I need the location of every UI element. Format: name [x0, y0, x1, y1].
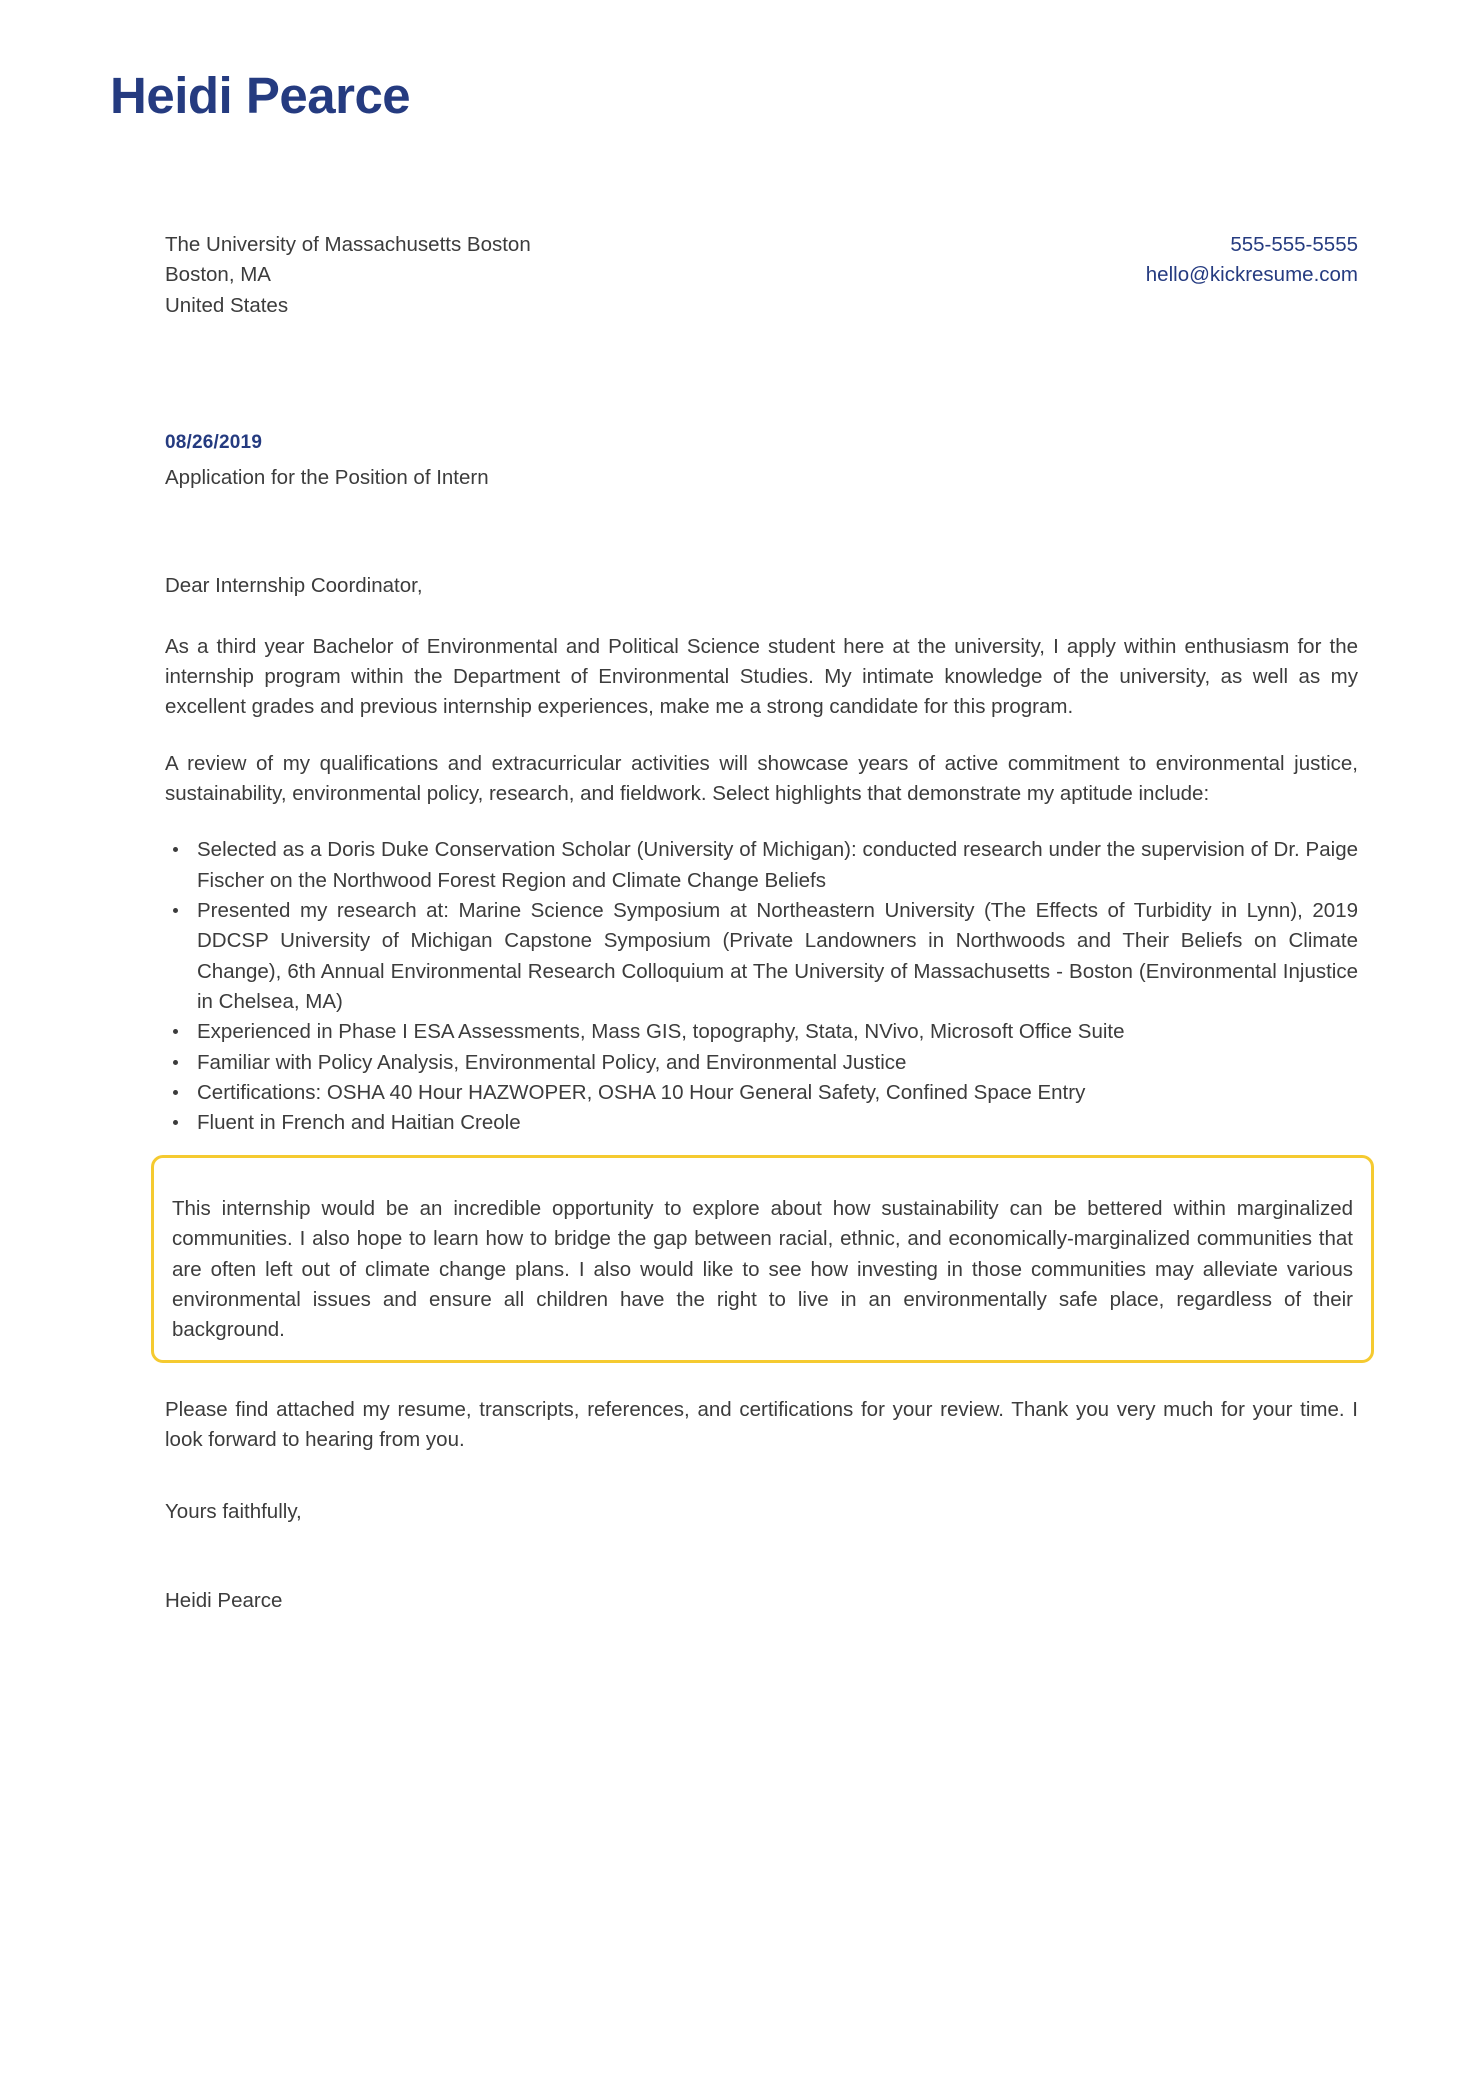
list-item	[165, 1078, 1358, 1108]
sign-off: Yours faithfully,	[165, 1500, 302, 1524]
recipient-organization: The University of Massachusetts Boston	[165, 233, 531, 257]
callout-paragraph: This internship would be an incredible opportunity to explore about how sustainability can be bettered within marginalized communities. I also hope to learn how to bridge the gap between racial, ethnic, and economically-marginalized communities that are often left out of climate change plans. I also would like to see how investing in those communities may alleviate various environmental issues and ensure all children have the right to live in an environmentally safe place, regardless of their background.	[172, 1197, 1353, 1342]
letter-meta	[0, 429, 1468, 493]
bullet-dot-icon	[173, 1090, 178, 1095]
list-item-text: Selected as a Doris Duke Conservation Scholar (University of Michigan): conducted research under the supervision of Dr. Paige Fischer on the Northwood Forest Region and Climate Change Beliefs	[197, 838, 1358, 892]
closing-paragraph: Please find attached my resume, transcripts, references, and certifications for your review. Thank you very much for your time. I look forward to hearing from you.	[165, 1397, 1358, 1452]
address-contact-row	[0, 230, 1468, 321]
body-paragraph-1: As a third year Bachelor of Environmental and Political Science student here at the university, I apply within enthusiasm for the internship program within the Department of Environmental Studies. My intimate knowledge of the university, as well as my excellent grades and previous internship experiences, make me a strong candidate for this program.	[165, 634, 1358, 719]
list-item-text: Certifications: OSHA 40 Hour HAZWOPER, OSHA 10 Hour General Safety, Confined Space Entry	[197, 1080, 1086, 1104]
list-item	[165, 896, 1358, 1017]
recipient-address	[165, 230, 531, 321]
recipient-city-state: Boston, MA	[165, 263, 271, 287]
highlighted-callout-box	[151, 1155, 1374, 1363]
contact-phone[interactable]: 555-555-5555	[1230, 233, 1358, 257]
list-item	[165, 1017, 1358, 1047]
bullet-dot-icon	[173, 1029, 178, 1034]
signature-name: Heidi Pearce	[165, 1588, 283, 1612]
list-item-text: Experienced in Phase I ESA Assessments, Mass GIS, topography, Stata, NVivo, Microsoft Office Suite	[197, 1020, 1125, 1044]
list-item-text: Presented my research at: Marine Science Symposium at Northeastern University (The Effects of Turbidity in Lynn), 2019 DDCSP University of Michigan Capstone Symposium (Private Landowners in Northwoods and Their Beliefs on Climate Change), 6th Annual Environmental Research Colloquium at The University of Massachusetts - Boston (Environmental Injustice in Chelsea, MA)	[197, 898, 1358, 1013]
letter-header	[0, 0, 1468, 124]
bullet-dot-icon	[173, 908, 178, 913]
body-paragraph-2: A review of my qualifications and extracurricular activities will showcase years of active commitment to environmental justice, sustainability, environmental policy, research, and fieldwork. Select highlights that demonstrate my aptitude include:	[165, 751, 1358, 805]
applicant-name: Heidi Pearce	[110, 67, 411, 124]
sender-contact-details	[1146, 230, 1358, 291]
list-item-text: Familiar with Policy Analysis, Environmental Policy, and Environmental Justice	[197, 1050, 907, 1074]
list-item-text: Fluent in French and Haitian Creole	[197, 1111, 521, 1135]
bullet-dot-icon	[173, 1120, 178, 1125]
letter-subject: Application for the Position of Intern	[165, 465, 489, 489]
letter-date: 08/26/2019	[165, 432, 263, 454]
list-item	[165, 835, 1358, 896]
list-item	[165, 1048, 1358, 1078]
bullet-dot-icon	[173, 847, 178, 852]
salutation: Dear Internship Coordinator,	[165, 574, 423, 598]
list-item	[165, 1108, 1358, 1138]
contact-email[interactable]: hello@kickresume.com	[1145, 263, 1358, 287]
bullet-dot-icon	[173, 1060, 178, 1065]
closing-block	[165, 1395, 1358, 1616]
recipient-country: United States	[165, 293, 289, 317]
highlights-list	[165, 835, 1358, 1138]
letter-body	[0, 571, 1468, 1616]
